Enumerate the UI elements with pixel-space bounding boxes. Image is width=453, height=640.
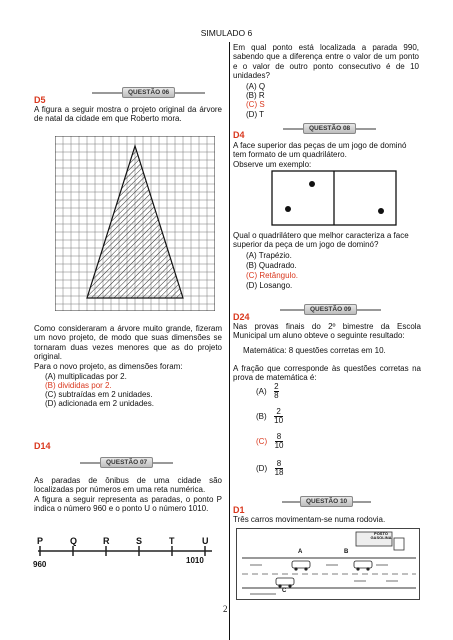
domino-figure (271, 170, 397, 226)
point-label-q: Q (70, 536, 78, 546)
point-label-s: S (136, 536, 143, 546)
question-badge-08 (283, 123, 376, 134)
option-label: (B) (256, 412, 267, 422)
descriptor-code-d1: D1 (233, 505, 245, 515)
descriptor-code-d24: D24 (233, 312, 250, 322)
question-statement: Em qual ponto está localizada a parada 990, sabendo que a diferença entre o valor de um ponto e o valor de outro ponto consecutivo é de 10 unidades? (233, 43, 419, 80)
tree-grid-figure (55, 136, 215, 311)
badge-label: QUESTÃO 10 (300, 496, 353, 507)
posto-label: POSTO GASOLINA (370, 531, 392, 540)
badge-label: QUESTÃO 09 (304, 304, 357, 315)
tree-triangle (87, 146, 183, 298)
fraction: $\frac{2}{8}$ (274, 382, 279, 401)
option-d[interactable]: (D) Losango. (246, 281, 293, 290)
question-statement: Três carros movimentam-se numa rodovia. (233, 515, 386, 524)
point-label-u: U (202, 536, 209, 546)
option-c[interactable]: (C) subtraídas em 2 unidades. (45, 390, 153, 399)
option-label: (D) (256, 464, 268, 474)
question-statement: Nas provas finais do 2º bimestre da Escola Municipal um aluno obteve o seguinte resultado: (233, 322, 421, 341)
option-d[interactable]: (D) T (246, 110, 265, 119)
question-statement: As paradas de ônibus de uma cidade são localizadas por números em uma reta numérica. (34, 476, 222, 495)
option-a[interactable]: (A) multiplicadas por 2. (45, 372, 127, 381)
observe-label: Observe um exemplo: (233, 160, 312, 169)
question-badge-07 (80, 457, 173, 468)
result-line (243, 346, 386, 355)
option-c[interactable]: (C) Retângulo. (246, 271, 299, 280)
question-statement: A figura a seguir mostra o projeto original da árvore de natal da cidade em que Roberto mora. (34, 105, 222, 124)
option-a[interactable]: (A) Q (246, 82, 266, 91)
badge-label: QUESTÃO 07 (100, 457, 153, 468)
fraction-option-c[interactable] (256, 433, 283, 451)
option-c[interactable]: (C) S (246, 100, 265, 109)
question-prompt: Para o novo projeto, as dimensões foram: (34, 362, 183, 371)
fraction: $\frac{8}{10}$ (274, 432, 284, 451)
page-title: SIMULADO 6 (200, 28, 253, 38)
question-body: Como consideraram a árvore muito grande, fizeram um novo projeto, de modo que suas dimensões se tornaram duas vezes menores que as do projeto original. (34, 324, 222, 361)
option-b[interactable]: (B) divididas por 2. (45, 381, 112, 390)
option-label: (C) (256, 437, 268, 447)
badge-label: QUESTÃO 06 (122, 87, 175, 98)
car-label-a: A (298, 549, 303, 555)
fraction-option-d[interactable] (256, 460, 283, 478)
fraction-option-b[interactable] (256, 408, 283, 426)
point-label-r: R (103, 536, 110, 546)
question-badge-06 (92, 87, 205, 98)
question-prompt: Qual o quadrilátero que melhor caracteriza a face superior da peça de um jogo de dominó? (233, 231, 409, 250)
option-a[interactable]: (A) Trapézio. (246, 251, 292, 260)
descriptor-code-d5: D5 (34, 95, 46, 105)
car-label-c: C (282, 588, 287, 594)
question-badge-09 (280, 304, 381, 315)
question-badge-10 (282, 496, 371, 507)
column-divider (229, 42, 230, 640)
option-label: (A) (256, 387, 267, 397)
descriptor-code-d4: D4 (233, 130, 245, 140)
point-label-p: P (37, 536, 44, 546)
fraction: $\frac{8}{18}$ (274, 459, 284, 478)
page-number: 2 (223, 604, 228, 614)
option-d[interactable]: (D) adicionada em 2 unidades. (45, 399, 154, 408)
option-b[interactable]: (B) Quadrado. (246, 261, 297, 270)
question-body: A figura a seguir representa as paradas, o ponto P indica o número 960 e o ponto U o número 1010. (34, 495, 222, 514)
fraction: $\frac{2}{10}$ (274, 407, 284, 426)
question-statement: A face superior das peças de um jogo de dominó tem formato de um quadrilátero. (233, 141, 407, 160)
descriptor-code-d14: D14 (34, 441, 51, 451)
fraction-option-a[interactable] (256, 383, 279, 401)
option-b[interactable]: (B) R (246, 91, 265, 100)
question-prompt: A fração que corresponde às questões corretas na prova de matemática é: (233, 364, 421, 383)
car-label-b: B (344, 549, 349, 555)
end-value: 1010 (186, 556, 204, 565)
badge-label: QUESTÃO 08 (303, 123, 356, 134)
result-text: Matemática: 8 questões corretas em 10. (243, 346, 386, 355)
start-value: 960 (33, 560, 47, 569)
point-label-t: T (169, 536, 175, 546)
